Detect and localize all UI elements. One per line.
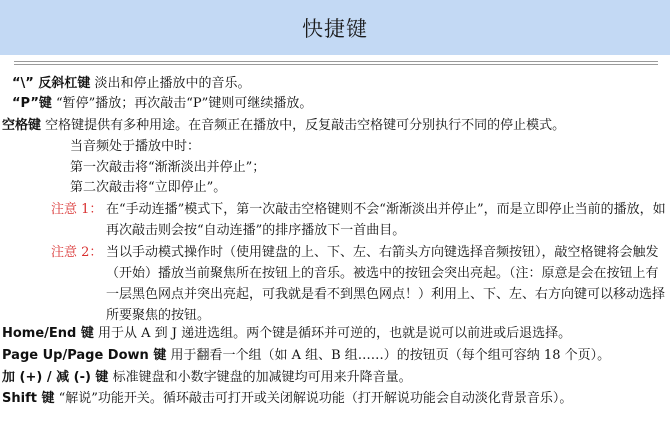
shortcut-description: 用于翻看一个组（如 A 组、B 组……）的按钮页（每个组可容纳 18 个页）。 (166, 348, 611, 363)
shortcut-key: Home/End 键 (2, 326, 94, 341)
shortcut-description: 空格键提供有多种用途。在音频正在播放中，反复敲击空格键可分别执行不同的停止模式。 (41, 118, 566, 133)
shortcut-shift (2, 389, 572, 409)
shortcut-key: 空格键 (2, 118, 42, 133)
shortcut-space (2, 116, 565, 136)
shortcut-page-up-down (2, 346, 610, 366)
shortcut-key: “\” 反斜杠键 (12, 76, 91, 91)
space-subitem: 第二次敲击将“立即停止”。 (70, 180, 227, 195)
shortcut-plus-minus (2, 368, 412, 388)
note-label: 注意 2： (51, 245, 103, 260)
divider-bottom (14, 64, 658, 65)
shortcut-backslash (12, 74, 251, 94)
shortcut-description: “暂停”播放；再次敲击“P”键则可继续播放。 (51, 96, 313, 111)
divider-top (14, 61, 658, 62)
shortcut-p (12, 94, 312, 114)
shortcut-key: 加 (+) / 减 (-) 键 (2, 370, 109, 385)
note-label: 注意 1： (51, 202, 103, 217)
shortcut-description: “解说”功能开关。循环敲击可打开或关闭解说功能（打开解说功能会自动淡化背景音乐）。 (54, 391, 573, 406)
shortcut-key: “P”键 (12, 96, 52, 111)
page-title: 快捷键 (302, 16, 368, 41)
shortcut-key: Page Up/Page Down 键 (2, 348, 167, 363)
note-text: 在“手动连播”模式下，第一次敲击空格键则不会“渐渐淡出并停止”，而是立即停止当前的播放，如再次敲击则会按“自动连播”的排序播放下一首曲目。 (106, 202, 666, 238)
shortcut-home-end (2, 324, 571, 344)
space-subitem: 第一次敲击将“渐渐淡出并停止”； (70, 160, 266, 175)
title-bar (0, 0, 670, 55)
shortcut-description: 用于从 A 到 J 递进选组。两个键是循环并可逆的，也就是说可以前进或后退选择。 (93, 326, 572, 341)
shortcut-description: 淡出和停止播放中的音乐。 (90, 76, 251, 91)
shortcut-description: 标准键盘和小数字键盘的加减键均可用来升降音量。 (108, 370, 412, 385)
shortcut-key: Shift 键 (2, 391, 55, 406)
space-subitem: 当音频处于播放中时： (70, 139, 201, 154)
note-text: 当以手动模式操作时（使用键盘的上、下、左、右箭头方向键选择音频按钮），敲空格键将会触发（开始）播放当前聚焦所在按钮上的音乐。被选中的按钮会突出亮起。（注：原意是会在按钮上有一层黑色网点并突出亮起，可我就是看不到黑色网点！）利用上、下、左、右方向键可以移动选择所要聚焦的按钮。 (106, 245, 666, 323)
